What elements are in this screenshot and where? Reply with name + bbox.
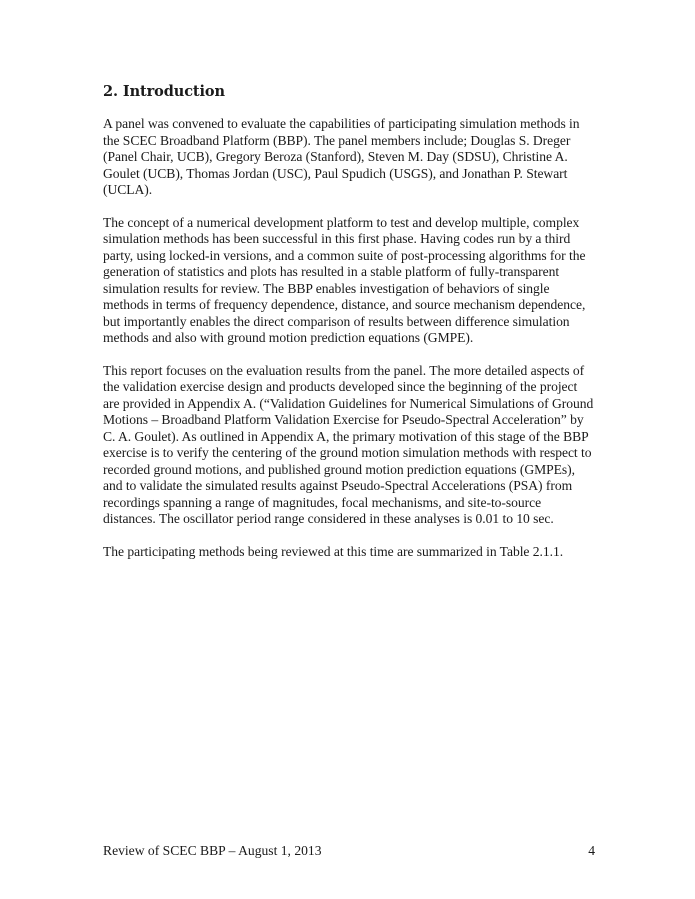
paragraph-report-focus: This report focuses on the evaluation results from the panel. The more detailed aspects of the validation exercise design and products developed since the beginning of the project are provided in Appendix A. (“Validation Guidelines for Numerical Simulations of Ground Motions – Broadband Platform Validation Exercise for Pseudo-Spectral Acceleration” by C. A. Goulet). As outlined in Appendix A, the primary motivation of this stage of the BBP exercise is to verify the centering of the ground motion simulation methods with respect to recorded ground motions, and published ground motion prediction equations (GMPEs), and to validate the simulated results against Pseudo-Spectral Accelerations (PSA) from recordings spanning a range of magnitudes, focal mechanisms, and site-to-source distances. The oscillator period range considered in these analyses is 0.01 to 10 sec. <box>103 362 594 526</box>
paragraph-methods-summary: The participating methods being reviewed at this time are summarized in Table 2.1.1. <box>103 543 564 559</box>
page-content <box>103 82 595 576</box>
footer-title: Review of SCEC BBP – August 1, 2013 <box>103 843 322 858</box>
paragraph-platform-concept: The concept of a numerical development platform to test and develop multiple, complex simulation methods has been successful in this first phase. Having codes run by a third party, using locked-in versions, and a common suite of post-processing algorithms for the generation of statistics and plots has resulted in a stable platform of fully-transparent simulation results for review. The BBP enables investigation of behaviors of single methods in terms of frequency dependence, distance, and source mechanism dependence, but importantly enables the direct comparison of results between difference simulation methods and also with ground motion prediction equations (GMPE). <box>103 214 586 345</box>
page-number: 4 <box>588 843 595 858</box>
paragraph-panel-members: A panel was convened to evaluate the capabilities of participating simulation methods in the SCEC Broadband Platform (BBP). The panel members include; Douglas S. Dreger (Panel Chair, UCB), Gregory Beroza (Stanford), Steven M. Day (SDSU), Christine A. Goulet (UCB), Thomas Jordan (USC), Paul Spudich (USGS), and Jonathan P. Stewart (UCLA). <box>103 116 580 197</box>
section-heading: 2. Introduction <box>103 83 225 100</box>
